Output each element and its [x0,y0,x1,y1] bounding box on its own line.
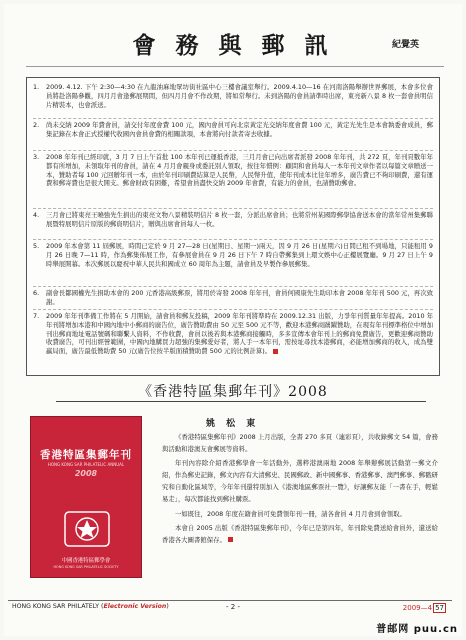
review-title-rule [56,401,426,402]
footer-issue-date: 2009—4 [402,604,433,612]
news-item-number: 1. [33,83,40,91]
footer-edition: Electronic Version [103,603,167,610]
news-divider [33,286,433,287]
news-divider [33,118,433,119]
news-divider [33,239,433,240]
author-name: 紀覺英 [392,40,420,50]
news-item [33,312,433,356]
news-item-text [46,312,433,356]
news-divider [33,150,433,151]
news-item [33,211,433,229]
end-mark-icon [228,537,233,542]
review-paragraph: 年刊內容除介紹香港郵學會一年活動外，選粹港澳兩地 2008 年舉辦郵展活動第一郵文介紹，作為郵史記錄，郵文內容有大清郵史、民國郵政、新中國郵事、香港郵事、澳門郵事、郵戳研究和自動化區域等，今年年刊還特別加入《港澳地區郵票社一覽》，好讓郵友能「一書在手，輕鬆易走」，每次都能找到郵社購票。 [162,459,438,504]
cover-organization: 中國香港特區郵學會 [61,558,111,564]
news-item-text: 2008 年年刊已經印就，3 月 7 日上午首批 100 本年刊已運抵香港，三月月會已向出席者派發 2008 年年刊，共 272 頁，年刊頁數年年都有所增加，未領取年刊的會員，請在 4 月月會親身或委託別人領取，按往年慣例：顧問和會員每人一本年刊文章作者以每篇文章贈送一本，贊助者每 100 元回贈年刊一本，由於年刊印刷費結算是人民幣，人民幣升值，使年刊成本比往年增多，廣告費已不夠印刷費，還有運費和郵寄費也是很大開支。郵會財政有困難，希望會員盡快交納 2009 年會費，有能力的會員，也請贊助郵會。 [46,153,433,188]
news-item [33,83,433,109]
footer-page-number: - 2 - [226,603,240,611]
cover-organization-english: HONG KONG SAR PHILATELIC SOCIETY [53,565,119,569]
title-rule [26,66,444,67]
footer-issue [403,603,446,613]
review-paragraph [162,522,438,546]
news-item [33,242,433,268]
footer-rule [8,600,452,601]
news-item-text: 2009. 4.12. 下午 2:30—4:30 在九龍油麻地眾坊街社區中心三樓會議室舉行。2009.4.10—16 在河南洛陽舉辦世界郵展，本會多位會員將赴洛陽參觀，四月月會逢郵展期間，但四月月會不作改期，將如常舉行。未到洛陽的會員請準時出席，東亮新八景 8 枚一套會員明信片精裝本，也會派送。 [46,83,433,109]
cover-subtitle: HONG KONG SAR PHILATELIC ANNUAL [47,462,125,467]
site-watermark: 普邮网 puu.cn [376,624,458,635]
cover-year: 2008 [74,469,98,478]
news-item-text: 2009 年本會第 11 屆郵展，時間已定於 9 月 27—28 日(星期日、星期一)兩天，因 9 月 26 日(星期六)日間已租不到場地，只能租用 9 月 26 日晚 7—11 時，作為郵集佈展工作，有參展會員在 9 月 26 日下午 7 時自帶郵集到上環文娛中心正樓展覽廳。9 月 27 日上午 9 時舉展開幕。本次郵展以慶祝中華人民共和國成立 60 周年為主題，請會員及早製作參展郵集。 [46,242,433,268]
news-item-text: 三月會已將東亮王曉強先生捐出的東亮文物八景精裝明信片 8 枚一套，分派出席會員；也將常州某國際郵學協會送本會的當年常州集郵聯展暨特展明信片原版的郵資明信片，贈與出席會員每人一枚。 [46,211,433,228]
news-item-text-body: 2009 年年刊準備工作將在 5 月開始，請會員和郵友投稿，2009 年年刊將準時在 2009.12.31 出版，力爭年刊質量年年提高。2010 年年刊將增加本港和中國內地中小郵商的廣告位，廣告贊助費由 50 元至 500 元不等，歡迎本港郵商踴躍贊助，在現有年刊標準格位中增加刊出郵商地址電話號碼和聯繫人資料，不作收費，會員以後若與本港郵商接觸時，多多宣傳本會年刊上的郵商免費廣告，更歡迎郵商贊助收費廣告，可刊出經營範圍，中國內地購買力超強的集郵愛好者，將人手一本年刊，需按址尋找本港郵商，必能增加郵商的收入，成為雙贏局面，廣告最低贊助費 50 元(廣告位按半版面積贊助費 500 元的比例計算)。 [46,312,433,356]
footer-publication: HONG KONG SAR PHILATELY (Electronic Version) [12,603,169,610]
news-divider [33,309,433,310]
review-paragraph: 一如既往，2008 年度在籍會員可免費領年刊一冊，請各會員 4 月月會到會領取。 [175,509,406,518]
review-paragraph-text: 本會自 2005 出版《香港特區集郵年刊》，今年已是第四年，年刊除免費送給會員外，還送給香港各大圖書館保存。 [162,523,438,544]
news-item-number: 3. [33,153,40,161]
news-item-number: 5. [33,242,40,250]
news-item-text: 副會長鄒國權先生捐助本會的 200 元香港高級郵票，將用於寄發 2008 年年刊，會員何國康先生助印本會 2008 年年刊 500 元，再次致謝。 [46,289,433,306]
society-emblem-icon [63,510,111,548]
review-paragraph: 《香港特區集郵年刊》2008 上月出版，全書 270 多頁（連彩頁），共收錄郵文 54 篇，會務與活動和港澳友會郵展等資料。 [162,433,438,454]
news-divider [33,208,433,209]
news-box [26,77,440,376]
news-item [33,289,433,307]
news-item-number: 2. [33,121,40,129]
news-item-number: 7. [33,312,40,320]
page-title: 會 務 與 郵 訊 [132,32,334,59]
news-item-number: 6. [33,289,40,297]
footer-publication-name: HONG KONG SAR PHILATELY [12,603,100,610]
end-mark-icon [273,349,278,354]
review-title: 《香港特區集郵年刊》2008 [138,384,328,400]
cover-title: 香港特區集郵年刊 [40,449,132,461]
news-item-number: 4. [33,211,40,219]
news-item [33,153,433,188]
footer-issue-number: 57 [435,604,444,612]
news-item-text: 尚未交納 2009 年費會員，請交付年度會費 100 元，國內會員可向北京黃定光交納年度會費 100 元，黃定光先生是本會執委會成員，郵集記錄在本會正式授權代收國內會員會費的相關款項，本會將向付款者寄去收據。 [46,121,433,138]
news-item [33,121,433,139]
review-author: 姚 松 東 [206,419,260,429]
review-body [162,431,438,548]
annual-cover-image [30,416,142,578]
